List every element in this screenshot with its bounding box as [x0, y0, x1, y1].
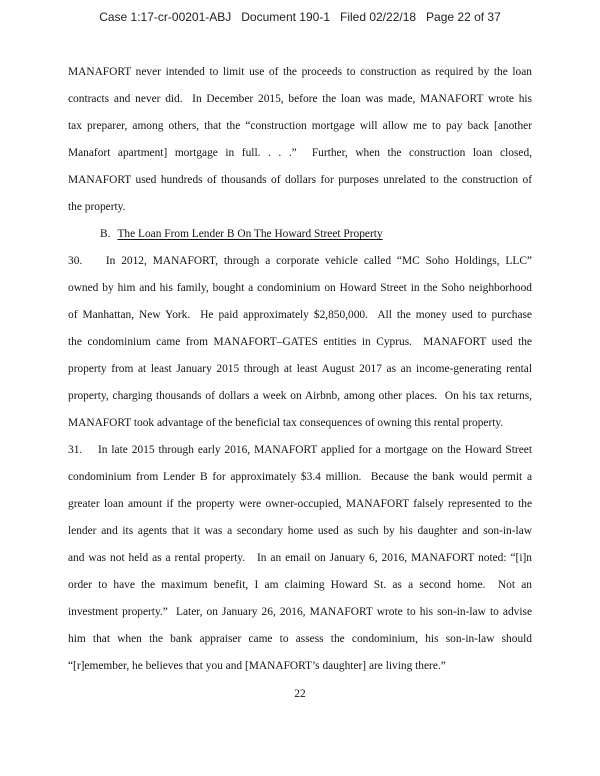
case-stamp: Case 1:17-cr-00201-ABJ Document 190-1 Filed 02/22/18 Page 22 of 37: [99, 10, 501, 24]
body-line: greater loan amount if the property were owner-occupied, MANAFORT falsely represented to the: [68, 498, 532, 510]
body-line: condominium from Lender B for approximately $3.4 million. Because the bank would permit a: [68, 471, 532, 483]
body-line: “[r]emember, he believes that you and [MANAFORT’s daughter] are living there.”: [68, 660, 446, 672]
section-heading-b: [68, 221, 532, 248]
paragraph-intro: [68, 59, 532, 221]
body-line: investment property.” Later, on January 26, 2016, MANAFORT wrote to his son-in-law to advise: [68, 606, 532, 618]
body-line: contracts and never did. In December 2015, before the loan was made, MANAFORT wrote his: [68, 93, 532, 105]
document-body: [68, 59, 532, 680]
section-label: B.: [100, 228, 111, 240]
section-title: The Loan From Lender B On The Howard Street Property: [117, 228, 383, 240]
paragraph-30: [68, 248, 532, 437]
body-line: MANAFORT took advantage of the beneficial tax consequences of owning this rental property.: [68, 417, 504, 429]
body-line: MANAFORT used hundreds of thousands of dollars for purposes unrelated to the construction of: [68, 174, 532, 186]
body-line: 30. In 2012, MANAFORT, through a corporate vehicle called “MC Soho Holdings, LLC”: [68, 255, 532, 267]
body-line: and was not held as a rental property. In an email on January 6, 2016, MANAFORT noted: “[i]n: [68, 552, 532, 564]
body-line: order to have the maximum benefit, I am claiming Howard St. as a second home. Not an: [68, 579, 532, 591]
body-line: him that when the bank appraiser came to assess the condominium, his son-in-law should: [68, 633, 532, 645]
body-line: owned by him and his family, bought a condominium on Howard Street in the Soho neighborhood: [68, 282, 532, 294]
body-line: lender and its agents that it was a secondary home used as such by his daughter and son-in-law: [68, 525, 532, 537]
body-line: the property.: [68, 201, 126, 213]
paragraph-31: [68, 437, 532, 680]
body-line: tax preparer, among others, that the “construction mortgage will allow me to pay back [another: [68, 120, 532, 132]
body-line: the condominium came from MANAFORT–GATES entities in Cyprus. MANAFORT used the: [68, 336, 532, 348]
body-line: of Manhattan, New York. He paid approximately $2,850,000. All the money used to purchase: [68, 309, 532, 321]
body-line: Manafort apartment] mortgage in full. . . .” Further, when the construction loan closed,: [68, 147, 532, 159]
page-number: 22: [294, 688, 306, 700]
body-line: 31. In late 2015 through early 2016, MANAFORT applied for a mortgage on the Howard Street: [68, 444, 532, 456]
body-line: property, charging thousands of dollars a week on Airbnb, among other places. On his tax returns,: [68, 390, 532, 402]
body-line: property from at least January 2015 through at least August 2017 as an income-generating rental: [68, 363, 532, 375]
body-line: MANAFORT never intended to limit use of the proceeds to construction as required by the loan: [68, 66, 532, 78]
